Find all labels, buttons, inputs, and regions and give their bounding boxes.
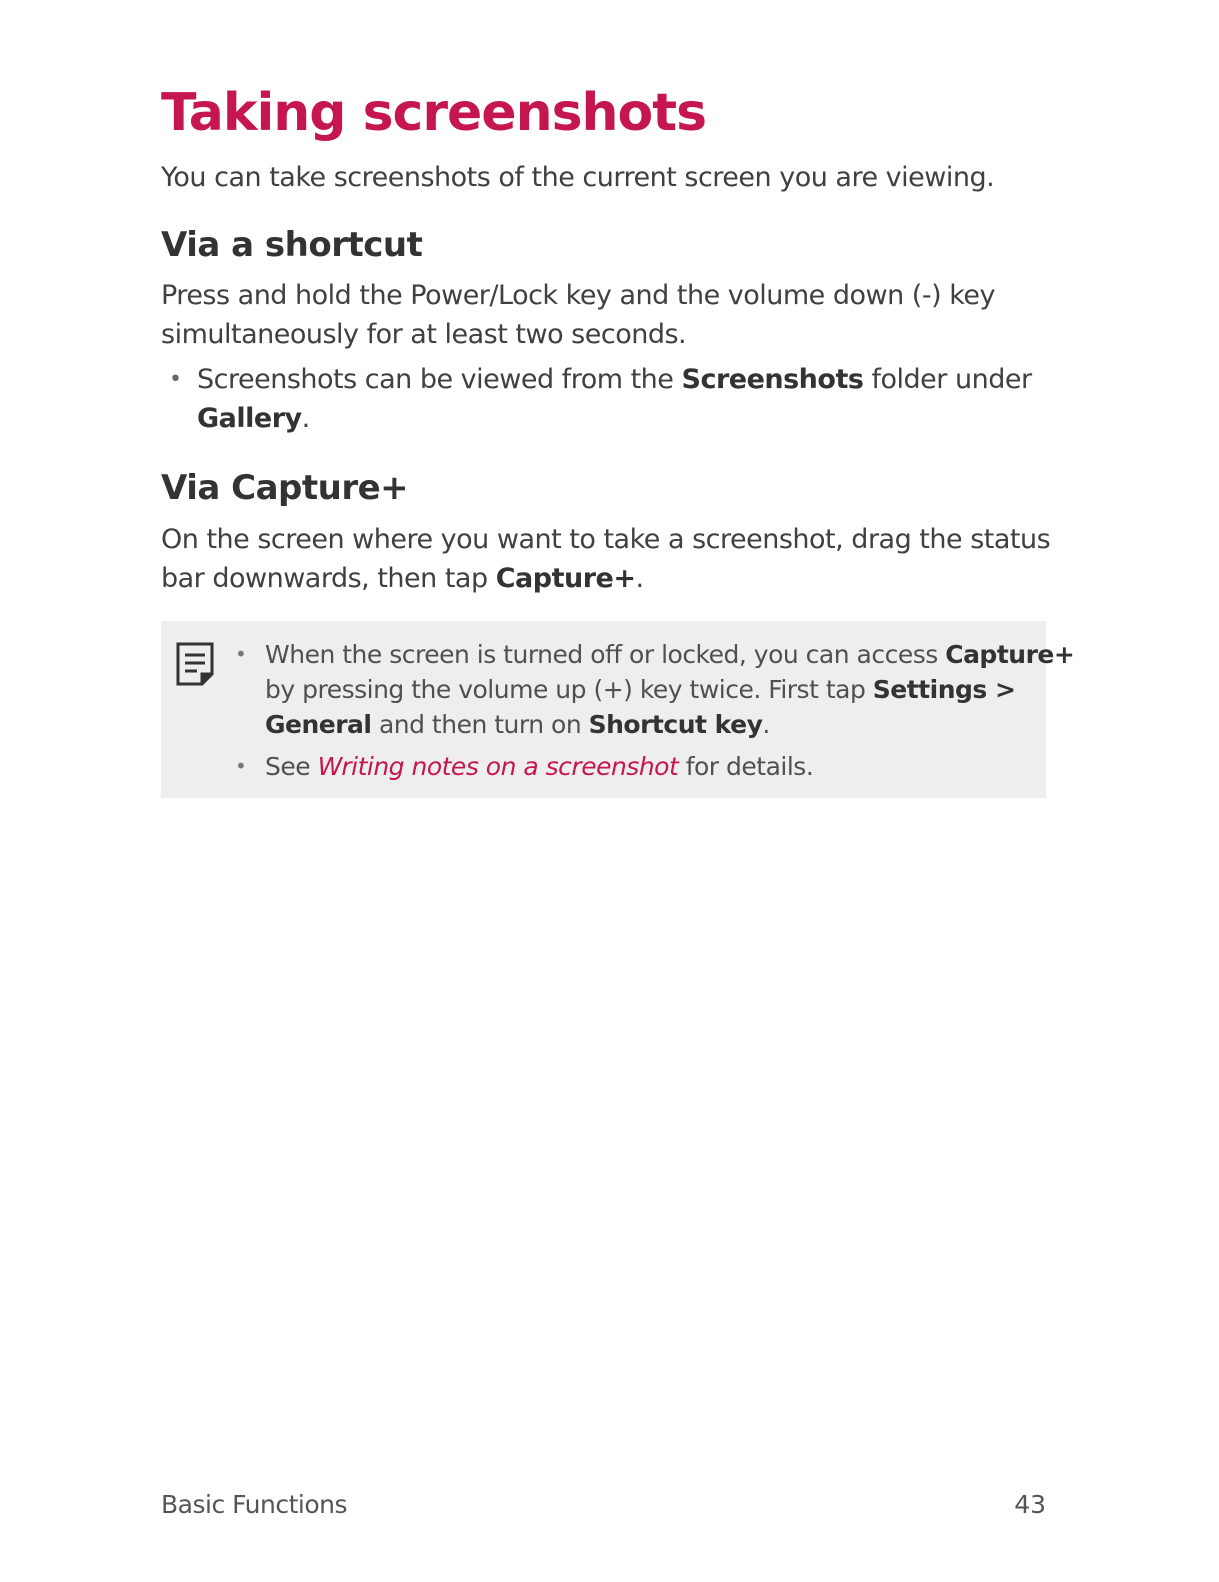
note-text: When the screen is turned off or locked, you can access xyxy=(265,640,946,669)
note-item-1-line-3 xyxy=(235,707,1074,742)
note-text: for details. xyxy=(678,752,814,781)
path-separator: > xyxy=(986,675,1016,704)
shortcut-paragraph-line-1: Press and hold the Power/Lock key and the volume down (-) key xyxy=(161,280,995,311)
bullet-dot: • xyxy=(235,642,247,666)
bullet-text: . xyxy=(301,403,310,434)
note-box xyxy=(161,621,1075,798)
capture-text: . xyxy=(635,563,644,594)
capture-paragraph xyxy=(161,520,1051,598)
footer-section-name: Basic Functions xyxy=(161,1490,347,1519)
footer-page-number: 43 xyxy=(1014,1490,1046,1519)
bullet-dot: • xyxy=(169,367,182,392)
shortcut-bullet xyxy=(161,360,1032,438)
note-item-2-line-1 xyxy=(235,749,813,784)
capture-text: bar downwards, then tap xyxy=(161,563,496,594)
shortcut-key-label: Shortcut key xyxy=(588,710,763,739)
writing-notes-link[interactable]: Writing notes on a screenshot xyxy=(317,752,679,781)
gallery-label: Gallery xyxy=(197,403,302,434)
note-item-1-line-1 xyxy=(235,637,1074,672)
note-text: and then turn on xyxy=(371,710,589,739)
screenshots-folder-label: Screenshots xyxy=(681,364,864,395)
note-item-1 xyxy=(235,637,1074,742)
bullet-text: folder under xyxy=(863,364,1032,395)
general-label: General xyxy=(265,710,372,739)
note-text: See xyxy=(265,752,318,781)
shortcut-paragraph xyxy=(161,276,1046,354)
heading-via-shortcut: Via a shortcut xyxy=(161,225,423,265)
note-text: . xyxy=(762,710,770,739)
note-text: by pressing the volume up (+) key twice. First tap xyxy=(265,675,873,704)
settings-label: Settings xyxy=(872,675,987,704)
capture-paragraph-line-1: On the screen where you want to take a screenshot, drag the status xyxy=(161,524,1051,555)
note-item-1-line-2 xyxy=(235,672,1074,707)
capture-plus-label: Capture+ xyxy=(495,563,636,594)
bullet-text: Screenshots can be viewed from the xyxy=(197,364,682,395)
shortcut-paragraph-line-2: simultaneously for at least two seconds. xyxy=(161,319,687,350)
intro-text: You can take screenshots of the current screen you are viewing. xyxy=(161,162,995,193)
capture-plus-label: Capture+ xyxy=(945,640,1075,669)
shortcut-bullet-line-1 xyxy=(161,360,1032,399)
heading-via-capture-plus: Via Capture+ xyxy=(161,468,409,508)
page-title: Taking screenshots xyxy=(161,83,707,143)
note-item-2 xyxy=(235,749,813,784)
shortcut-bullet-line-2 xyxy=(161,399,1032,438)
bullet-dot: • xyxy=(235,754,247,778)
capture-paragraph-line-2 xyxy=(161,559,1046,598)
note-icon xyxy=(175,641,215,687)
